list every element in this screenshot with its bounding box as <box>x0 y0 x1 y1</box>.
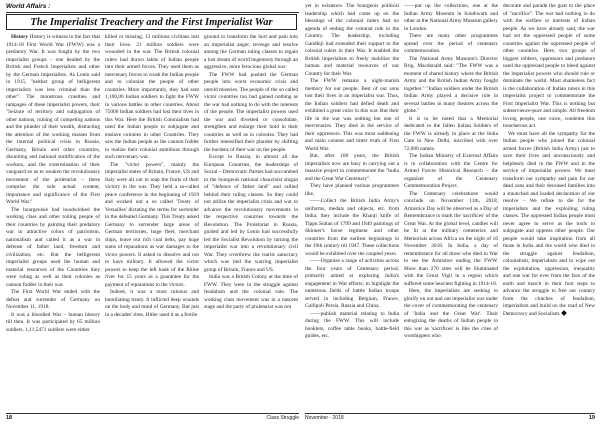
paragraph <box>6 34 100 207</box>
page-number-left: 18 <box>6 415 13 421</box>
paragraph: ——Collect the British India Army's uniforms, medals and objects, etc. from India; they include the Khanji knife of Tippu Sultan of 1799 and 1840 paintings of Skinner's horse regiment and other countries from the earliest beginnings in the 19th century till 1947. These collections would be exhibited over the coupled years. <box>305 198 399 257</box>
paragraph: But, after 100 years, the British imperialists now are busy in carrying out a massive project to commemorate the "India and the Great War Centenary". <box>305 153 399 182</box>
paragraph <box>503 131 595 319</box>
paragraph: ——publish material relating to India during the FWW. This will include booklets, coffee table books, battle-field guides, etc. <box>305 310 399 339</box>
paragraph: It is to be noted that a Memorial dedicated to the fallen Indian Soldiers of the FWW is already in place at the India Gate in New Delhi, inscribed with over 72,000 names. <box>404 115 498 152</box>
paragraph: The FWW remains a night-marish memory for our people. Best of our sons lost their lives in an imperialist war. Thus, the Indian soldiers had defied death and exhibited a great valor in this war. But their life in the war was nothing but one of mercenaries. They died in the service of their oppressors. This was most saddening and main content and bitter truth of First World War. <box>305 78 399 152</box>
paragraph: There are many other programmes spread over the period of centenary commemoration. <box>404 33 498 54</box>
publication-name: Class Struggle <box>266 415 299 421</box>
paragraph: Here, the imperialists are seeking to glorify on out and out imperialist war under the cover of commemorating the centenary of 'India and the Great War'. Their eulogizing the deaths of Indian people in this war as 'sacrifices' is like the cries of worshippers who <box>404 288 498 339</box>
paragraph: The Centenary celebrations would conclude on November 11th, 2018, Armistice Day will be observed as a Day of Remembrance to mark the 'sacrifices' of the Great War. At the global level, candles will be lit at the military cemeteries and Memorials across Africa on the night of 10 November 2018. In India, a day of remembrance for all those who died in War to see the Armistice ending the FWW. More than 270 sites will be illuminated with the Great Vigil in a region which suffered some heaviest fighting in 1914-18. <box>404 190 498 287</box>
paragraph: decorate and parade the goat to the place of "sacrifice". The war had nothing to do with the welfare or interests of Indian people. As we have already said, the war had set the oppressed people of some countries against the oppressed people of other countries. Here, two groups of biggest robbers, oppressors and predators used the oppressed people to bleed against the imperialist powers who should rule or dominate the world. Most shameless fact is the collaboration of Indian rulers in this imperialist project to commemorate the First Imperialist War. This is nothing but subservience-pure and simple. All freedom loving people, one voice, condemn this treacherous act. <box>503 3 595 129</box>
paragraph: yet in existence. The bourgeois political leadership which had come up on the blessings of the colonial rulers had no agenda of ending the colonial rule in the Country. The leadership, including Gandhiji had extended their support to the colonial rulers in their War. It enabled the British imperialists to freely mobilize the human and material resources of our Country for their War. <box>305 3 399 77</box>
paragraph-text: We must have all the sympathy for the Indian people who joined the colonial armed forces (British India Army) just to save their lives and unconsciously and helplessly died in the FWW and in the service of imperialist powers. We must transform our sympathy and pain for our dead sons and their deceased families into a staunched and loaded declaration of our resolve – We refuse to die for the imperialists and the exploiting ruling classes. The oppressed Indian people must never agree to serve as the tools to subjugate and oppress other people. Our people would take inspiration from all those in India and the world who died in the struggle against feudalism, colonialism, imperialism and to wipe out the exploitation, oppression, inequality and one war for ever from the face of the earth and march in their foot steps to advance the struggle to free our country from the clutches of feudalism, imperialism and build on the road of New Democracy and Socialism. <box>503 130 595 317</box>
paragraph: ——put up the collections, one at the Indian Army Museum in Southwark and other at the National Army Museum gallery in London. <box>404 3 498 32</box>
paragraph: ——Organise a range of activities across the four years of Centenary period, primarily aimed at exploring India's engagement in War efforts; to highlight the numerous fields of battle Indian troops served in including Belgium, France, Gallipoli Persia, Russia and China. <box>305 258 399 309</box>
paragraph: It was a bloodied War – human history till then. It was participated by 65 million soldiers. 1,11,5471 soldiers were either <box>6 311 100 333</box>
paragraph: India was a British Colony at the time of FWW. They were in the struggle against feudalism and the colonial rule. The working class movement was in a nascent stage and the party of proletariat was not <box>204 274 298 310</box>
section-tag: World Affairs : <box>6 3 51 10</box>
header-rule <box>6 12 299 13</box>
text-column-4 <box>305 3 399 410</box>
text-column-6 <box>503 3 595 410</box>
paragraph: The "victor powers", mainly the imperialist states of Britain, France, US and Italy were all out to reap the fruits of their victory in the war. They held a so-called peace conference in the beginning of 1919 and worked out a so called 'Treaty of Versailles' dictating the terms for surrender to the defeated Germany. This Treaty asked Germany to surrender large areas of German territories, huge fleet, merchant ships, leave out rich coal belts, pay huge sums of reparations as war damages to the victor powers. It asked to dissolve and not to have military. It allowed the victor powers to keep the left bank of the Rhine river for 15 years as a guarantee for the payment of reparations to the victors. <box>105 161 199 288</box>
paragraph: The First World War ended with the defeat and surrender of Germany on November 11, 1918. <box>6 289 100 310</box>
paragraph: They have planned various programmes like, <box>305 183 399 197</box>
page-number-right: 19 <box>588 415 595 421</box>
footer-left <box>6 413 299 424</box>
footer-right <box>305 413 595 424</box>
paragraph: The National Army Museum's Director Brig. Macdonald said: "The FWW was a moment of shared history where the British Army and the British Indian Army fought together." "Indian soldiers under the British Indian Army played a decisive role in several battles in many theatres across the globe." <box>404 55 498 114</box>
text-column-2 <box>105 34 199 410</box>
issue-date: November - 2018 <box>305 415 344 421</box>
paragraph: Indeed, it was a most ruinous and humiliating treaty. It inflicted deep wounds on the body and mind of Germany. But just in a decades' time, Hitler used it as a fertile <box>105 289 199 318</box>
paragraph: ground to transform the hurt and pain into an imperialist anger, revenge and resolve among the German ruling classes to regain a lost dream of world hegemony through an aggressive, more ferocious global war. <box>204 34 298 70</box>
paragraph: Except in Russia, in almost all the European Countries, the leaderships of Social – Democratic Parties had succumbed to the bourgeois national chauvinist slogan of "defence of father land" and rallied behind their ruling classes. So they could not utilize the imperialist crisis and war to advance the revolutionary movements in the respective countries towards the Revolution. The Proletariat in Russia, guided and led by Lenin had successfully led the Socialist Revolution by turning the imperialist war into a revolutionary civil War. They overthrew the tsarist autocracy which was tied the warring imperialist group of Britain, France and US. <box>204 154 298 273</box>
paragraph: The bourgeoisie had hoodwinked the working class and other toiling people of their countries by painting their predatory war in attractive colors of patriotism, nationalism and called it as a war in defense of father land, freedom and civilization, etc. But the belligerent imperialist groups used the human and material resources of the Countries they were ruling as well as their colonies as cannon fodder in their war. <box>6 206 100 288</box>
paragraph: killed or missing, 13 millions civilians lost their lives. 21 million soldiers were wounded in the war. The British colonial rulers had drawn lakhs of Indian people into their armed forces. They used them as mercenary forces to crush the Indian people and to colonize the people of other countries. More importantly, they had sent 1,100,00 Indian soldiers to fight the FWW in various battles in other countries. About 75000 Indian soldiers had lost their lives in this War. Here the British Colonialists had used the Indian people to subjugate and enslave colonies in other Countries. They saw the Indian people as the cannon fodder to realize their colonial ambitions through such mercenary war. <box>105 34 199 160</box>
text-column-5 <box>404 3 498 410</box>
paragraph-text: History is witness to the fact that 1914-18 First World War (FWW) was a predatory War. It was fought by the two imperialist groups – one headed by the British and French imperialists and other by the German imperialists. As Lenin said in 1915, "neither group of belligerent imperialists was less criminal than the other". The monstrous cruelties and rampages of these imperialist powers, their "Seizure of territory and subjugation of other nations, ruining of competing nations and the plunder of their wealth, distracting the attention of the working masses from the internal political crisis in Russia, Germany, Britain and other countries, disuniting and national stultification of the workers, and the extermination of their vanguard so as to weaken the revolutionary movement of the proletariat – these comprise the sole actual content, importance and significance of the First World War." <box>6 34 100 205</box>
text-column-1 <box>6 34 100 410</box>
paragraph: The FWW had pushed the German people into worst economic crisis and untold miseries. The people of the so called victor countries too had gained nothing as the war had nothing to do with the interests of the people. The imperialist powers used the war and divested or consolidate, strengthen and enlarge their hold in their countries as well as in colonies. They had further intensified their plunder by shifting the burdens of their war on the people. <box>204 71 298 153</box>
text-column-3 <box>204 34 298 410</box>
article-title: The Imperialist Treachery and the First Imperialist War <box>6 14 297 30</box>
end-of-article-mark <box>562 310 568 316</box>
paragraph: The Indian Ministry of External Affairs is in collaboration with the Centre for Armed Forces Historical Research – the organizer of the Centenary Commemoration Project. <box>404 153 498 189</box>
lead-word: History <box>11 34 29 40</box>
